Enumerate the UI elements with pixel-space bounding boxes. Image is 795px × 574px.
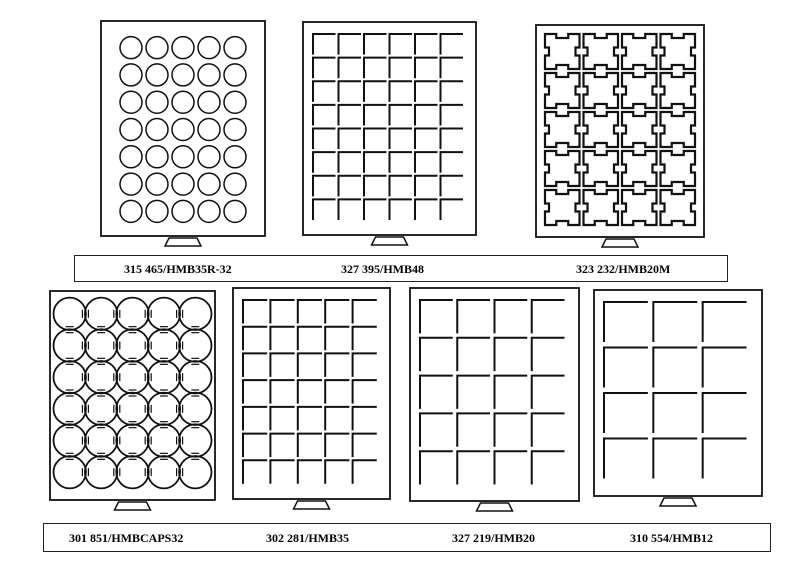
- tray-label-hmbcaps32: 301 851/HMBCAPS32: [69, 531, 184, 545]
- coin-tray: [536, 25, 704, 237]
- coin-tray: [303, 22, 476, 235]
- tray-label-hmb48: 327 395/HMB48: [341, 262, 424, 276]
- tray-stand: [165, 238, 201, 246]
- tray-label-hmb35r-32: 315 465/HMB35R-32: [124, 262, 232, 276]
- tray-stand: [372, 237, 408, 245]
- coin-tray: [594, 290, 762, 496]
- tray-label-hmb12: 310 554/HMB12: [630, 531, 713, 545]
- tray-frame: [536, 25, 704, 237]
- coin-tray: [233, 288, 390, 499]
- tray-stand: [294, 501, 330, 509]
- tray-stand: [115, 502, 151, 510]
- tray-label-hmb35: 302 281/HMB35: [266, 531, 349, 545]
- tray-label-hmb20m: 323 232/HMB20M: [576, 262, 671, 276]
- tray-stand: [602, 239, 638, 247]
- tray-stand: [660, 498, 696, 506]
- tray-frame: [233, 288, 390, 499]
- tray-frame: [101, 21, 265, 236]
- tray-label-hmb20: 327 219/HMB20: [452, 531, 535, 545]
- coin-tray: [410, 288, 579, 501]
- coin-tray: [101, 21, 265, 236]
- tray-stand: [477, 503, 513, 511]
- coin-tray: [50, 291, 215, 500]
